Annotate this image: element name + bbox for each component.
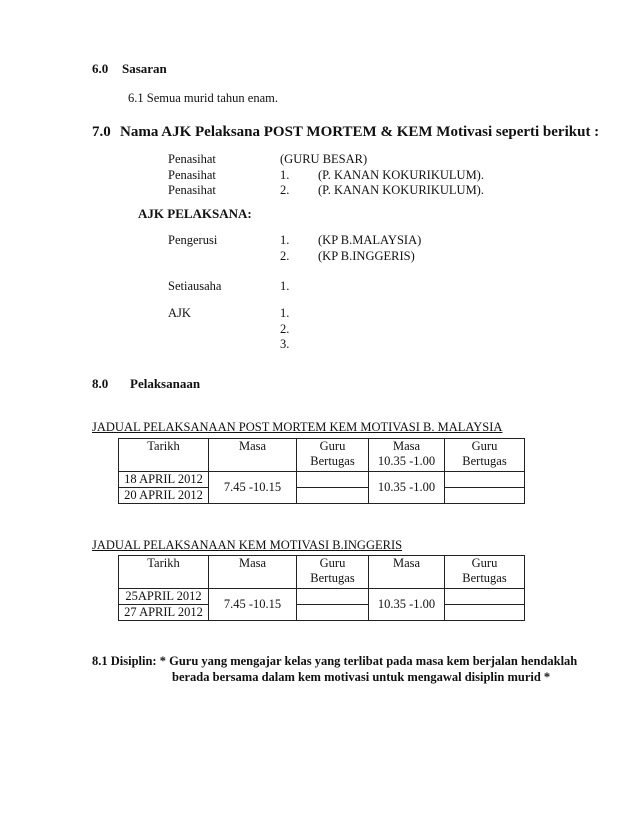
- section-8-number: 8.0: [92, 376, 109, 391]
- cell-date: 18 APRIL 2012: [119, 472, 209, 488]
- cell-guru: [297, 472, 369, 488]
- section-8-1-line-1: 8.1 Disiplin: * Guru yang mengajar kelas yang terlibat pada masa kem berjalan hendaklah: [92, 654, 578, 668]
- penasihat-name: (GURU BESAR): [280, 152, 368, 166]
- section-7-number: 7.0: [92, 124, 111, 140]
- table-row: [119, 605, 525, 621]
- penasihat-name: (P. KANAN KOKURIKULUM).: [318, 183, 484, 197]
- penasihat-role: Penasihat: [168, 152, 216, 166]
- table-row: [119, 472, 525, 488]
- table-row: [119, 589, 525, 605]
- cell-guru-2: [445, 589, 525, 605]
- cell-date: 25APRIL 2012: [119, 589, 209, 605]
- cell-guru-2: [445, 488, 525, 504]
- header-guru-bertugas: Guru Bertugas: [297, 556, 369, 589]
- header-guru-bertugas-2: Guru Bertugas: [445, 556, 525, 589]
- header-masa: Masa: [209, 556, 297, 589]
- header-tarikh: Tarikh: [119, 439, 209, 472]
- ajk-pelaksana-heading: AJK PELAKSANA:: [138, 206, 252, 221]
- header-masa: Masa: [209, 439, 297, 472]
- table-1-title: JADUAL PELAKSANAAN POST MORTEM KEM MOTIVASI B. MALAYSIA: [92, 420, 503, 434]
- pengerusi-role: Pengerusi: [168, 233, 218, 247]
- cell-guru: [297, 589, 369, 605]
- schedule-table-2: [118, 555, 525, 621]
- section-6-title: Sasaran: [122, 61, 167, 76]
- cell-masa-2: 10.35 -1.00: [369, 472, 445, 504]
- section-8-1-line-2: berada bersama dalam kem motivasi untuk mengawal disiplin murid *: [172, 670, 551, 684]
- penasihat-role: Penasihat: [168, 183, 216, 197]
- schedule-table-1: [118, 438, 525, 504]
- ajk-role: AJK: [168, 306, 191, 320]
- penasihat-role: Penasihat: [168, 168, 216, 182]
- cell-date: 20 APRIL 2012: [119, 488, 209, 504]
- penasihat-name: (P. KANAN KOKURIKULUM).: [318, 168, 484, 182]
- section-6-1-text: 6.1 Semua murid tahun enam.: [128, 91, 278, 105]
- pengerusi-value-2: (KP B.INGGERIS): [318, 249, 415, 263]
- penasihat-number: 2.: [280, 183, 290, 197]
- ajk-number-1: 1.: [280, 306, 290, 320]
- pengerusi-value-1: (KP B.MALAYSIA): [318, 233, 422, 247]
- setiausaha-role: Setiausaha: [168, 279, 222, 293]
- cell-masa: 7.45 -10.15: [209, 472, 297, 504]
- table-row: [119, 488, 525, 504]
- cell-date: 27 APRIL 2012: [119, 605, 209, 621]
- penasihat-number: 1.: [280, 168, 290, 182]
- ajk-number-3: 3.: [280, 337, 290, 351]
- cell-guru: [297, 488, 369, 504]
- header-masa-2: Masa: [369, 556, 445, 589]
- ajk-number-2: 2.: [280, 322, 290, 336]
- cell-guru-2: [445, 605, 525, 621]
- table-header-row: [119, 439, 525, 472]
- cell-masa-2: 10.35 -1.00: [369, 589, 445, 621]
- pengerusi-number-2: 2.: [280, 249, 290, 263]
- pengerusi-number-1: 1.: [280, 233, 290, 247]
- setiausaha-number-1: 1.: [280, 279, 290, 293]
- table-2-title: JADUAL PELAKSANAAN KEM MOTIVASI B.INGGERIS: [92, 538, 403, 552]
- header-masa-2: Masa 10.35 -1.00: [369, 439, 445, 472]
- header-guru-bertugas-2: Guru Bertugas: [445, 439, 525, 472]
- header-guru-bertugas: Guru Bertugas: [297, 439, 369, 472]
- section-7-title: Nama AJK Pelaksana POST MORTEM & KEM Motivasi seperti berikut :: [120, 124, 600, 140]
- cell-guru-2: [445, 472, 525, 488]
- section-6-number: 6.0: [92, 61, 109, 76]
- table-header-row: [119, 556, 525, 589]
- header-tarikh: Tarikh: [119, 556, 209, 589]
- section-8-title: Pelaksanaan: [130, 376, 201, 391]
- cell-guru: [297, 605, 369, 621]
- cell-masa: 7.45 -10.15: [209, 589, 297, 621]
